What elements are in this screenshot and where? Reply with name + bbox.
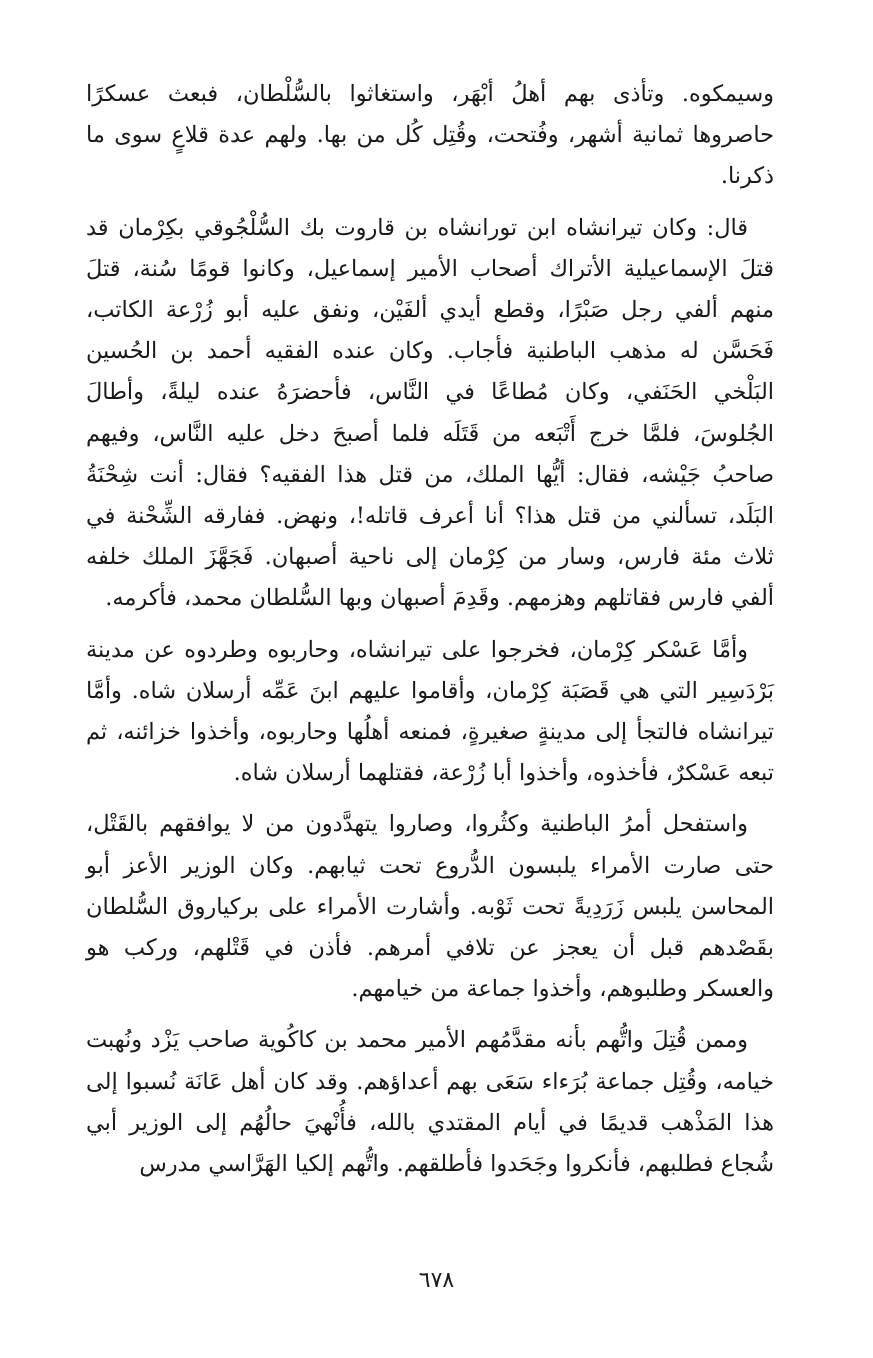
paragraph-2: قال: وكان تيرانشاه ابن تورانشاه بن قاروت بك السُّلْجُوقي بكِرْمان قد قتلَ الإسماعيلية الأتراك أصحاب الأمير إسماعيل، وكانوا قومًا سُنة، قتلَ منهم ألفي رجل صَبْرًا، وقطع أيدي ألفَيْن، ونفق عليه أبو زُرْعة الكاتب، فَحَسَّن له مذهب الباطنية فأجاب. وكان عنده الفقيه أحمد بن الحُسين البَلْخي الحَنَفي، وكان مُطاعًا في النَّاس، فأحضرَهُ عنده ليلةً، وأطالَ الجُلوسَ، فلمَّا خرج أَتْبَعه من قَتَلَه فلما أصبحَ دخل عليه النَّاس، وفيهم صاحبُ جَيْشه، فقال: أيُّها الملك، من قتل هذا الفقيه؟ فقال: أنت شِحْنَةُ البَلَد، تسألني من قتل هذا؟ أنا أعرف قاتله!، ونهض. ففارقه الشِّحْنة في ثلاث مئة فارس، وسار من كِرْمان إلى ناحية أصبهان. فَجَهَّزَ الملك خلفه ألفي فارس فقاتلهم وهزمهم. وقَدِمَ أصبهان وبها السُّلطان محمد، فأكرمه. — [86, 214, 774, 612]
page-number: ٦٧٨ — [418, 1268, 455, 1293]
paragraph-4: واستفحل أمرُ الباطنية وكثُروا، وصاروا يتهدَّدون من لا يوافقهم بالقَتْل، حتى صارت الأمراء يلبسون الدُّروع تحت ثيابهم. وكان الوزير الأعز أبو المحاسن يلبس زَرَدِيةً تحت ثَوْبه. وأشارت الأمراء على بركياروق السُّلطان بقَصْدهم قبل أن يعجز عن تلافي أمرهم. فأذن في قَتْلهم، وركب هو والعسكر وطلبوهم، وأخذوا جماعة من خيامهم. — [86, 811, 774, 1003]
paragraph-5: وممن قُتِلَ واتُّهم بأنه مقدَّمُهم الأمير محمد بن كاكُوية صاحب يَزْد ونُهبت خيامه، وقُتِل جماعة بُرَءاء سَعَى بهم أعداؤهم. وقد كان أهل عَانَة نُسبوا إلى هذا المَذْهب قديمًا في أيام المقتدي بالله، فأُنْهيَ حالُهُم إلى الوزير أبي شُجاع فطلبهم، فأنكروا وجَحَدوا فأطلقهم. واتُّهم إلكيا الهَرَّاسي مدرس — [86, 1027, 774, 1178]
paragraph-1: وسيمكوه. وتأذى بهم أهلُ أبْهَر، واستغاثوا بالسُّلْطان، فبعث عسكرًا حاصروها ثمانية أشهر، وفُتحت، وقُتِل كُل من بها. ولهم عدة قلاعٍ سوى ما ذكرنا. — [86, 81, 774, 190]
paragraph-3: وأمَّا عَسْكر كِرْمان، فخرجوا على تيرانشاه، وحاربوه وطردوه عن مدينة بَرْدَسِير التي هي قَصَبَة كِرْمان، وأقاموا عليهم ابنَ عَمِّه أرسلان شاه. وأمَّا تيرانشاه فالتجأ إلى مدينةٍ صغيرةٍ، فمنعه أهلُها وحاربوه، وأخذوا خزائنه، ثم تبعه عَسْكرٌ، فأخذوه، وأخذوا أبا زُرْعة، فقتلهما أرسلان شاه. — [86, 636, 774, 787]
body-text — [86, 74, 774, 1195]
